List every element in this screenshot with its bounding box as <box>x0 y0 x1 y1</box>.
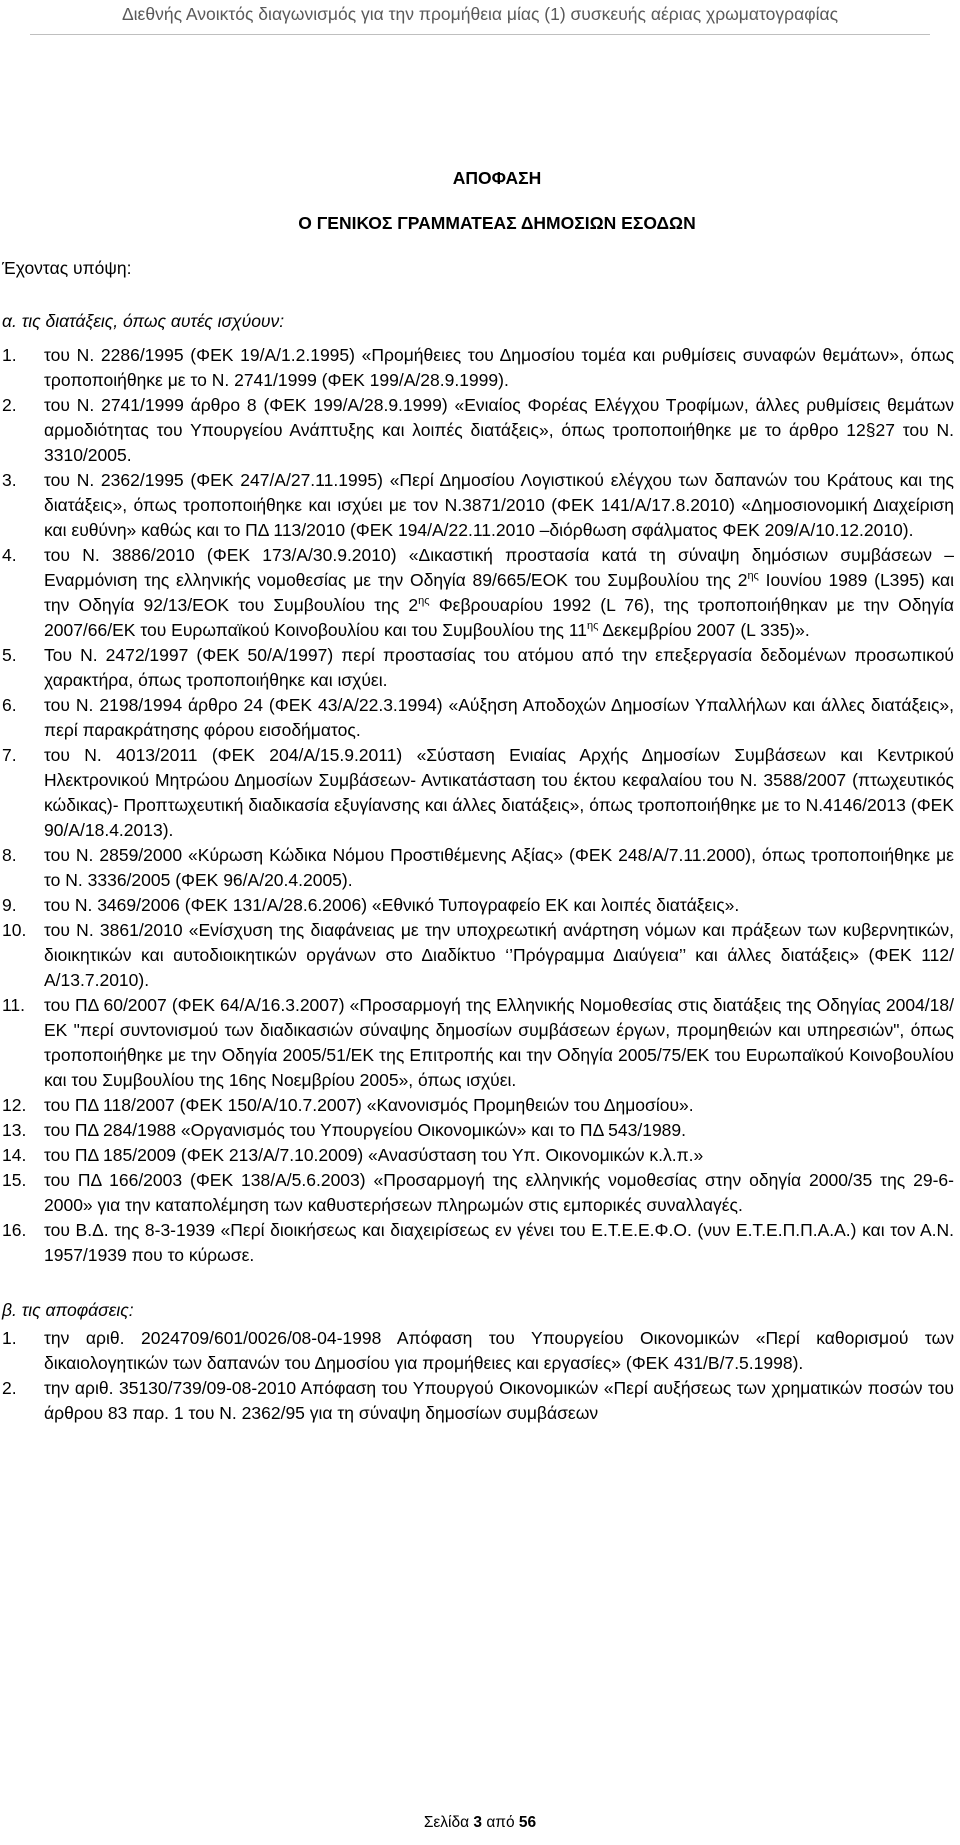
list-item <box>0 1326 960 1376</box>
page-header: Διεθνής Ανοικτός διαγωνισμός για την προμήθεια μίας (1) συσκευής αέριας χρωματογραφίας <box>121 4 839 24</box>
list-item <box>0 743 960 843</box>
item-number: 6. <box>2 695 17 715</box>
list-item <box>0 643 960 693</box>
list-item <box>0 1093 960 1118</box>
list-item <box>0 1218 960 1268</box>
page-label: Σελίδα <box>423 1814 474 1831</box>
item-number: 3. <box>2 470 17 490</box>
item-text: του ΠΔ 60/2007 (ΦΕΚ 64/Α/16.3.2007) «Προσαρμογή της Ελληνικής Νομοθεσίας στις διατάξεις της Οδηγίας 2004/18/ΕΚ "περί συντονισμού των διαδικασιών σύναψης δημοσίων συμβάσεων έργων, προμηθειών και υπηρεσιών", όπως τροποποιήθηκε με την Οδηγία 2005/51/ΕΚ της Επιτροπής και την Οδηγία 2005/75/ΕΚ του Ευρωπαϊκού Κοινοβουλίου και του Συμβουλίου της 16ης Νοεμβρίου 2005», όπως ισχύει. <box>44 995 954 1090</box>
item-number: 12. <box>2 1095 27 1115</box>
item-text: την αριθ. 35130/739/09-08-2010 Απόφαση του Υπουργού Οικονομικών «Περί αυξήσεως των χρηματικών ποσών του άρθρου 83 παρ. 1 του Ν. 2362/95 για τη σύναψη δημοσίων συμβάσεων <box>44 1378 954 1423</box>
list-item <box>0 1168 960 1218</box>
header-divider <box>30 34 930 35</box>
list-item <box>0 993 960 1093</box>
item-text: την αριθ. 2024709/601/0026/08-04-1998 Απόφαση του Υπουργείου Οικονομικών «Περί καθορισμού των δικαιολογητικών των δαπανών του Δημοσίου για προμήθειες και εργασίες» (ΦΕΚ 431/Β/7.5.1998). <box>44 1328 954 1373</box>
item-number: 1. <box>2 1328 17 1348</box>
decision-title: ΑΠΟΦΑΣΗ <box>452 168 542 188</box>
item-text: Του Ν. 2472/1997 (ΦΕΚ 50/Α/1997) περί προστασίας του ατόμου από την επεξεργασία δεδομένων προσωπικού χαρακτήρα, όπως τροποποιήθηκε και ισχύει. <box>44 645 954 690</box>
item-number: 9. <box>2 895 17 915</box>
item-number: 15. <box>2 1170 27 1190</box>
item-text: του Ν. 2362/1995 (ΦΕΚ 247/Α/27.11.1995) «Περί Δημοσίου Λογιστικού ελέγχου των δαπανών του Κράτους και της διατάξεις», όπως τροποποιήθηκε και ισχύει με τον Ν.3871/2010 (ΦΕΚ 141/Α/17.8.2010) «Δημοσιονομική Διαχείριση και ευθύνη» καθώς και το ΠΔ 113/2010 (ΦΕΚ 194/Α/22.11.2010 –διόρθωση σφάλματος ΦΕΚ 209/Α/10.12.2010). <box>44 470 954 540</box>
decisions-list <box>0 1326 960 1426</box>
item-text: του ΠΔ 284/1988 «Οργανισμός του Υπουργείου Οικονομικών» και το ΠΔ 543/1989. <box>44 1120 687 1140</box>
item-text: του Ν. 3861/2010 «Ενίσχυση της διαφάνειας με την υποχρεωτική ανάρτηση νόμων και πράξεων των κυβερνητικών, διοικητικών και αυτοδιοικητικών οργάνων στο Διαδίκτυο ‘’Πρόγραμμα Διαύγεια’’ και άλλες διατάξεις» (ΦΕΚ 112/Α/13.7.2010). <box>44 920 954 990</box>
list-item <box>0 393 960 468</box>
item-text: του Ν. 3886/2010 (ΦΕΚ 173/Α/30.9.2010) «Δικαστική προστασία κατά τη σύναψη δημόσιων συμβάσεων – Εναρμόνιση της ελληνικής νομοθεσίας με την Οδηγία 89/665/ΕΟΚ του Συμβουλίου της $2^{\eta\varsigma}$ Ιουνίου 1989 (L395) και την Οδηγία 92/13/ΕΟΚ του Συμβουλίου της $2^{\eta\varsigma}$ Φεβρουαρίου 1992 (L 76), της τροποποιήθηκαν με την Οδηγία 2007/66/ΕΚ του Ευρωπαϊκού Κοινοβουλίου και του Συμβουλίου της $11^{\eta\varsigma}$ Δεκεμβρίου 2007 (L 335)». <box>44 545 954 640</box>
item-number: 11. <box>2 995 26 1015</box>
item-number: 7. <box>2 745 17 765</box>
item-number: 4. <box>2 545 17 565</box>
list-item <box>0 1118 960 1143</box>
list-item <box>0 843 960 893</box>
item-number: 8. <box>2 845 17 865</box>
laws-list <box>0 343 960 1268</box>
page-footer <box>0 1814 960 1832</box>
list-item <box>0 1143 960 1168</box>
item-number: 5. <box>2 645 17 665</box>
item-text: του Ν. 2741/1999 άρθρο 8 (ΦΕΚ 199/Α/28.9.1999) «Ενιαίος Φορέας Ελέγχου Τροφίμων, άλλες ρυθμίσεις θεμάτων αρμοδιότητας του Υπουργείου Ανάπτυξης και λοιπές διατάξεις», όπως τροποποιήθηκε με το άρθρο 12§27 του Ν. 3310/2005. <box>44 395 954 465</box>
item-text: του Β.Δ. της 8-3-1939 «Περί διοικήσεως και διαχειρίσεως εν γένει του Ε.Τ.Ε.Ε.Φ.Ο. (νυν Ε.Τ.Ε.Π.Π.Α.Α.) και τον Α.Ν. 1957/1939 που το κύρωσε. <box>44 1220 954 1265</box>
superscript: ης <box>418 595 430 608</box>
item-text: του Ν. 3469/2006 (ΦΕΚ 131/Α/28.6.2006) «Εθνικό Τυπογραφείο ΕΚ και λοιπές διατάξεις». <box>44 895 740 915</box>
superscript: ης <box>747 570 759 583</box>
total-pages-number: 56 <box>518 1814 537 1831</box>
superscript: ης <box>587 620 599 633</box>
section-a-heading: α. τις διατάξεις, όπως αυτές ισχύουν: <box>2 311 285 331</box>
having-regard-label: Έχοντας υπόψη: <box>2 258 132 278</box>
item-text: του Ν. 4013/2011 (ΦΕΚ 204/Α/15.9.2011) «Σύσταση Ενιαίας Αρχής Δημοσίων Συμβάσεων και Κεντρικού Ηλεκτρονικού Μητρώου Δημοσίων Συμβάσεων- Αντικατάσταση του έκτου κεφαλαίου του Ν. 3588/2007 (πτωχευτικός κώδικας)- Προπτωχευτική διαδικασία εξυγίανσης και άλλες διατάξεις», όπως τροποποιήθηκε με το Ν.4146/2013 (ΦΕΚ 90/Α/18.4.2013). <box>44 745 954 840</box>
item-number: 2. <box>2 395 17 415</box>
item-text: του ΠΔ 118/2007 (ΦΕΚ 150/Α/10.7.2007) «Κανονισμός Προμηθειών του Δημοσίου». <box>44 1095 694 1115</box>
section-b-heading: β. τις αποφάσεις: <box>2 1300 134 1320</box>
item-number: 14. <box>2 1145 27 1165</box>
item-text: του Ν. 2286/1995 (ΦΕΚ 19/Α/1.2.1995) «Προμήθειες του Δημοσίου τομέα και ρυθμίσεις συναφών θεμάτων», όπως τροποποιήθηκε με το Ν. 2741/1999 (ΦΕΚ 199/Α/28.9.1999). <box>44 345 954 390</box>
item-number: 16. <box>2 1220 27 1240</box>
item-text: του Ν. 2198/1994 άρθρο 24 (ΦΕΚ 43/Α/22.3.1994) «Αύξηση Αποδοχών Δημοσίων Υπαλλήλων και άλλες διατάξεις», περί παρακράτησης φόρου εισοδήματος. <box>44 695 954 740</box>
list-item <box>0 918 960 993</box>
current-page-number: 3 <box>473 1814 483 1831</box>
item-text: του Ν. 2859/2000 «Κύρωση Κώδικα Νόμου Προστιθέμενης Αξίας» (ΦΕΚ 248/Α/7.11.2000), όπως τροποποιήθηκε με το Ν. 3336/2005 (ΦΕΚ 96/Α/20.4.2005). <box>44 845 954 890</box>
list-item <box>0 468 960 543</box>
page-separator: από <box>482 1814 519 1831</box>
list-item <box>0 343 960 393</box>
item-number: 13. <box>2 1120 27 1140</box>
list-item <box>0 543 960 643</box>
item-number: 1. <box>2 345 17 365</box>
document-body <box>0 166 960 1426</box>
item-text: του ΠΔ 166/2003 (ΦΕΚ 138/Α/5.6.2003) «Προσαρμογή της ελληνικής νομοθεσίας στην οδηγία 2000/35 της 29-6-2000» για την καταπολέμηση των καθυστερήσεων πληρωμών στις εμπορικές συναλλαγές. <box>44 1170 954 1215</box>
issuer-title: Ο ΓΕΝΙΚΟΣ ΓΡΑΜΜΑΤΕΑΣ ΔΗΜΟΣΙΩΝ ΕΣΟΔΩΝ <box>298 213 696 233</box>
item-number: 10. <box>2 920 27 940</box>
item-text: του ΠΔ 185/2009 (ΦΕΚ 213/Α/7.10.2009) «Ανασύσταση του Υπ. Οικονομικών κ.λ.π.» <box>44 1145 704 1165</box>
item-number: 2. <box>2 1378 17 1398</box>
list-item <box>0 1376 960 1426</box>
list-item <box>0 693 960 743</box>
list-item <box>0 893 960 918</box>
